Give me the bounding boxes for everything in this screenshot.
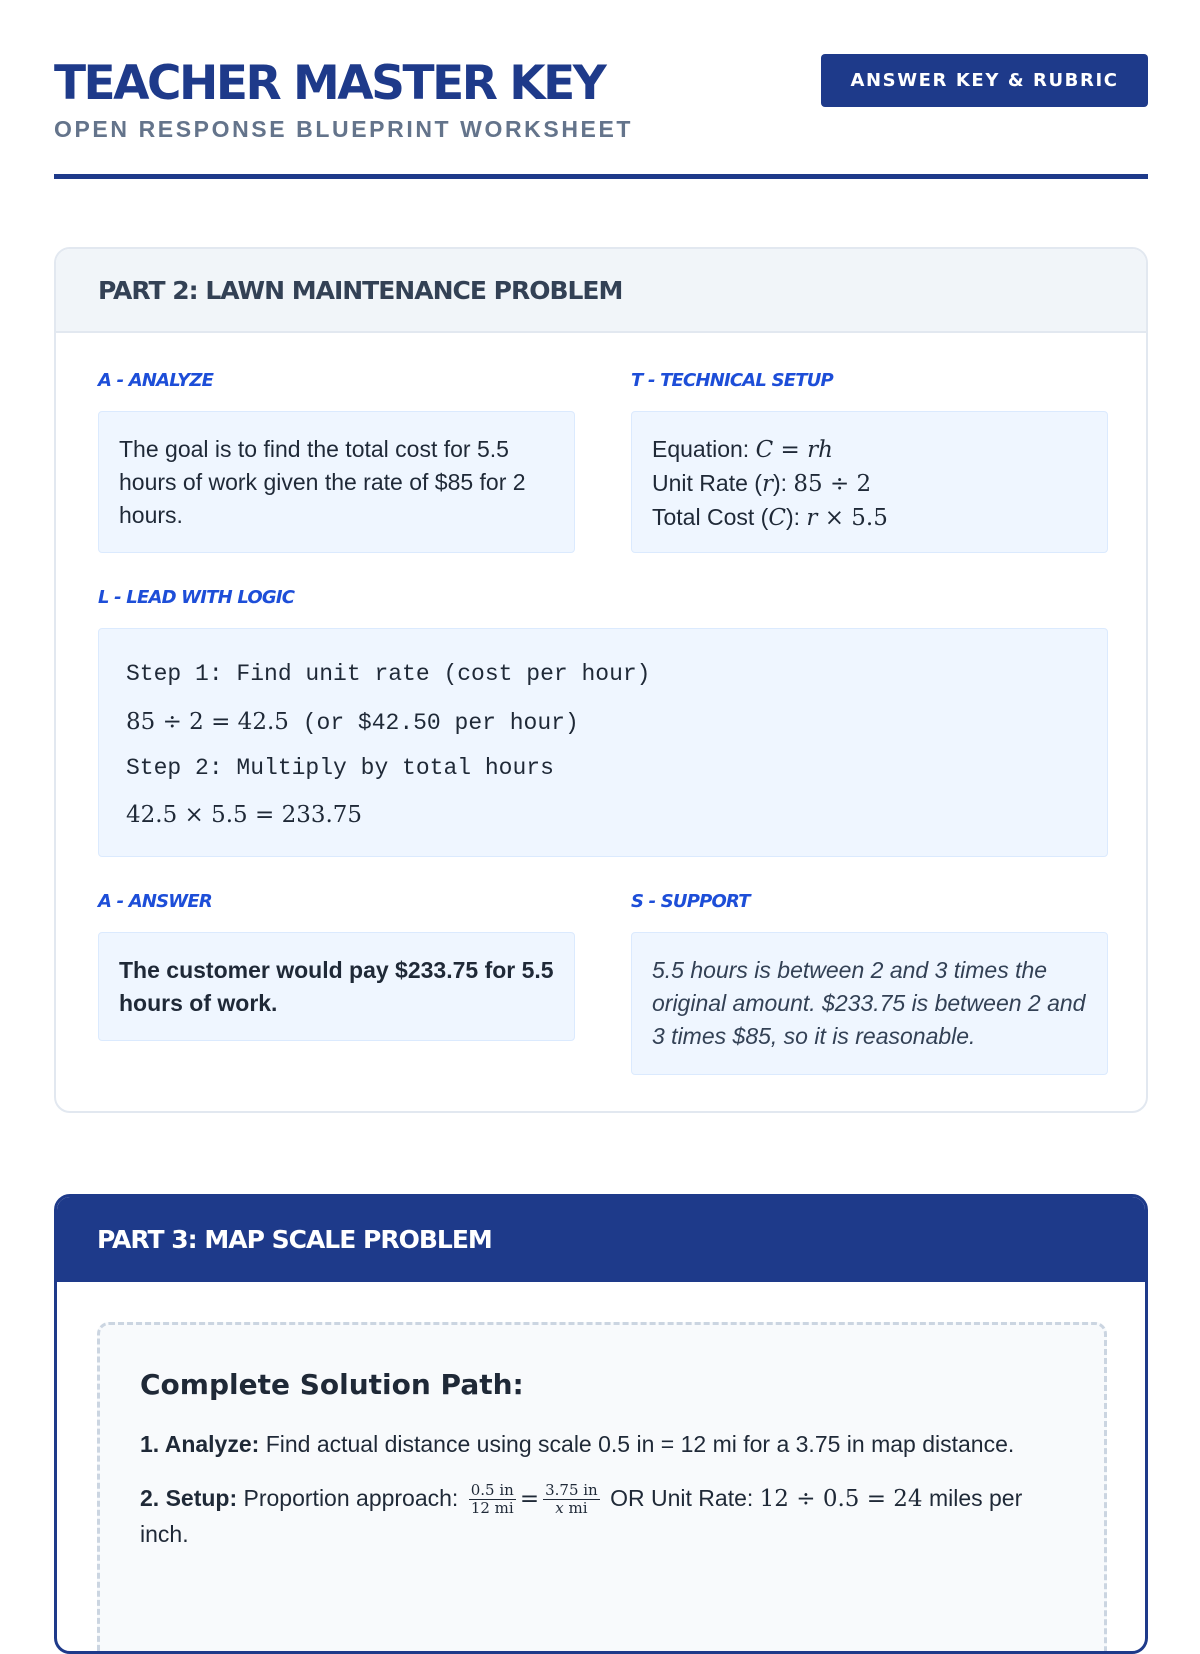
logic-step-1: Step 1: Find unit rate (cost per hour) [126, 661, 651, 687]
unit-rate-line: Unit Rate (r): 85 ÷ 2 [652, 470, 872, 497]
support-label: S - SUPPORT [631, 891, 750, 912]
answer-text: The customer would pay $233.75 for 5.5 hours of work. [119, 957, 554, 1016]
page-title: TEACHER MASTER KEY [54, 56, 605, 111]
solution-step-analyze: 1. Analyze: Find actual distance using scale 0.5 in = 12 mi for a 3.75 in map distance. [140, 1431, 1015, 1457]
equation-line: Equation: C = rh [652, 436, 833, 463]
answer-label: A - ANSWER [98, 891, 212, 912]
part2-card [54, 247, 1148, 1113]
solution-box [97, 1322, 1107, 1654]
header-divider [54, 174, 1148, 179]
solution-step-setup: 2. Setup: Proportion approach: $\frac{0.5 in}{12 mi}$ = $\frac{3.75 in}{\text{x mi}}$ OR Unit Rate: 12 ÷ 0.5 = 24 miles per inch. [140, 1481, 1023, 1548]
support-box [631, 932, 1108, 1075]
answer-box [98, 932, 575, 1041]
part2-header [56, 249, 1146, 333]
logic-calc-1: 85 ÷ 2 = 42.5 (or $42.50 per hour) [126, 709, 579, 736]
solution-title: Complete Solution Path: [140, 1368, 524, 1401]
logic-step-2: Step 2: Multiply by total hours [126, 755, 554, 781]
support-text: 5.5 hours is between 2 and 3 times the original amount. $233.75 is between 2 and 3 times $85, so it is reasonable. [652, 957, 1086, 1049]
part2-title: PART 2: LAWN MAINTENANCE PROBLEM [98, 275, 623, 305]
logic-box [98, 628, 1108, 857]
analyze-box [98, 411, 575, 553]
lead-with-logic-label: L - LEAD WITH LOGIC [98, 587, 295, 608]
answer-key-badge: ANSWER KEY & RUBRIC [821, 54, 1148, 107]
page-subtitle: OPEN RESPONSE BLUEPRINT WORKSHEET [54, 116, 634, 142]
technical-setup-box [631, 411, 1108, 553]
analyze-text: The goal is to find the total cost for 5.5 hours of work given the rate of $85 for 2 hours. [119, 436, 526, 528]
analyze-label: A - ANALYZE [98, 370, 214, 391]
part3-title: PART 3: MAP SCALE PROBLEM [97, 1225, 492, 1254]
technical-setup-label: T - TECHNICAL SETUP [631, 370, 833, 391]
proportion-fraction-left: $\frac{0.5 in}{12 mi}$ [470, 1481, 514, 1518]
logic-calc-2: 42.5 × 5.5 = 233.75 [126, 802, 363, 828]
proportion-fraction-right: $\frac{3.75 in}{\text{x mi}}$ [545, 1481, 598, 1518]
part3-card [54, 1194, 1148, 1654]
total-cost-line: Total Cost (C): r × 5.5 [652, 504, 888, 531]
part3-header [57, 1197, 1145, 1282]
